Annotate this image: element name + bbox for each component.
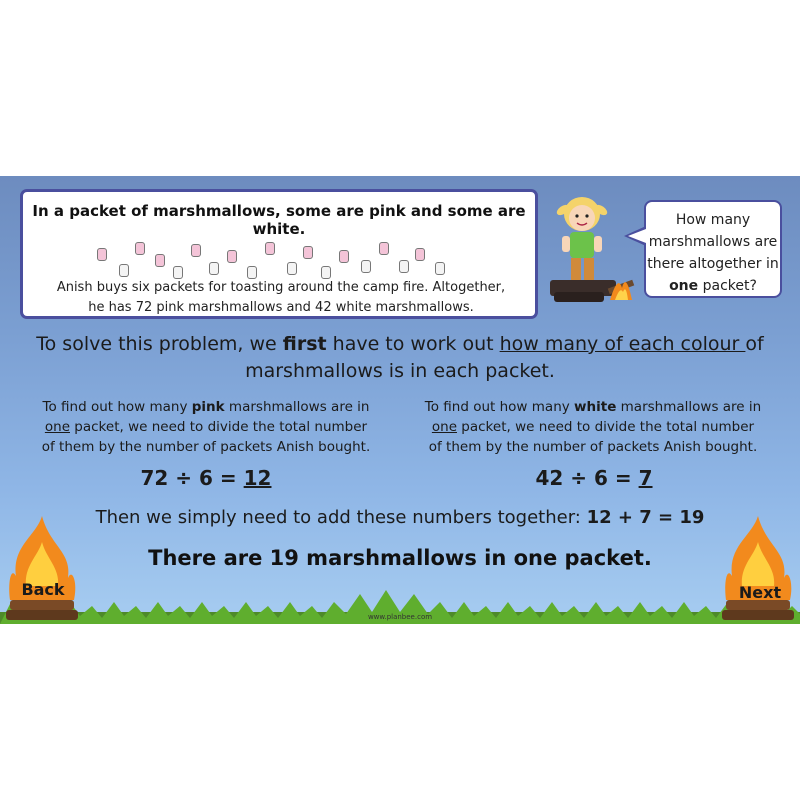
speech-bubble-tail-inner (628, 229, 646, 243)
pink-marshmallow-icon (135, 242, 145, 255)
intro-line-1 (30, 331, 770, 358)
white-marshmallow-icon (209, 262, 219, 275)
problem-text-line: he has 72 pink marshmallows and 42 white marshmallows. (88, 300, 474, 315)
bubble-line-rest: packet? (698, 278, 757, 294)
bubble-line: How many (675, 212, 751, 228)
white-explanation (423, 397, 763, 457)
back-button[interactable]: Back (21, 580, 65, 599)
intro-part: have to work out (326, 333, 500, 355)
white-explanation-line (423, 417, 763, 437)
intro-part: To solve this problem, we (36, 333, 283, 355)
equation-text: 42 ÷ 6 = (535, 466, 639, 490)
bold-word: pink (191, 399, 225, 415)
pink-marshmallow-icon (227, 250, 237, 263)
equation-text: 72 ÷ 6 = (140, 466, 244, 490)
white-explanation-line (423, 397, 763, 417)
text-part: marshmallows are in (224, 399, 370, 415)
problem-text-line: Anish buys six packets for toasting around the camp fire. Altogether, (56, 280, 506, 295)
bubble-line: there altogether in (647, 256, 779, 272)
pink-marshmallow-icon (415, 248, 425, 261)
slide (0, 176, 800, 624)
back-fire-icon[interactable] (6, 516, 78, 624)
pink-explanation-line (36, 397, 376, 417)
bold-word: white (574, 399, 617, 415)
pink-marshmallow-icon (303, 246, 313, 259)
text-part: packet, we need to divide the total number (457, 419, 755, 435)
text-part: packet, we need to divide the total number (70, 419, 368, 435)
equation-result: 12 (243, 466, 272, 490)
white-marshmallow-icon (119, 264, 129, 277)
intro-text (30, 331, 770, 385)
problem-title: In a packet of marshmallows, some are pink and some are white. (32, 202, 526, 238)
white-explanation-line: of them by the number of packets Anish bought. (428, 439, 758, 455)
girl-character-illustration (548, 192, 640, 312)
footer-url: www.planbee.com (367, 613, 433, 621)
pink-marshmallow-icon (265, 242, 275, 255)
speech-bubble (644, 200, 782, 298)
addition-text-part: Then we simply need to add these numbers together: (95, 507, 587, 528)
pink-marshmallow-icon (191, 244, 201, 257)
equation-result: 7 (638, 466, 653, 490)
pink-equation (96, 466, 316, 490)
intro-line-2: marshmallows is in each packet. (245, 360, 555, 382)
text-part: marshmallows are in (616, 399, 762, 415)
intro-part: of (745, 333, 764, 355)
addition-sum: 12 + 7 = 19 (586, 507, 705, 528)
white-marshmallow-icon (399, 260, 409, 273)
next-button[interactable]: Next (738, 583, 782, 602)
white-marshmallow-icon (287, 262, 297, 275)
text-part: To find out how many (424, 399, 575, 415)
white-marshmallow-icon (435, 262, 445, 275)
white-equation (484, 466, 704, 490)
addition-text (60, 507, 740, 528)
white-marshmallow-icon (361, 260, 371, 273)
pink-explanation-line (36, 417, 376, 437)
pink-marshmallow-icon (97, 248, 107, 261)
problem-text (37, 278, 525, 318)
problem-box (20, 189, 538, 319)
answer-text: There are 19 marshmallows in one packet. (148, 546, 652, 570)
underlined-word: one (44, 419, 70, 435)
bubble-bold-word: one (669, 278, 699, 294)
next-fire-icon[interactable] (722, 516, 794, 624)
underlined-word: one (431, 419, 457, 435)
pink-explanation-line: of them by the number of packets Anish bought. (41, 439, 371, 455)
bubble-line: marshmallows are (648, 234, 778, 250)
intro-bold: first (282, 333, 327, 355)
pink-marshmallow-icon (379, 242, 389, 255)
pink-explanation (36, 397, 376, 457)
pink-marshmallow-icon (339, 250, 349, 263)
pink-marshmallow-icon (155, 254, 165, 267)
bubble-line (646, 275, 780, 297)
intro-underlined: how many of each colour (499, 333, 746, 355)
text-part: To find out how many (42, 399, 192, 415)
